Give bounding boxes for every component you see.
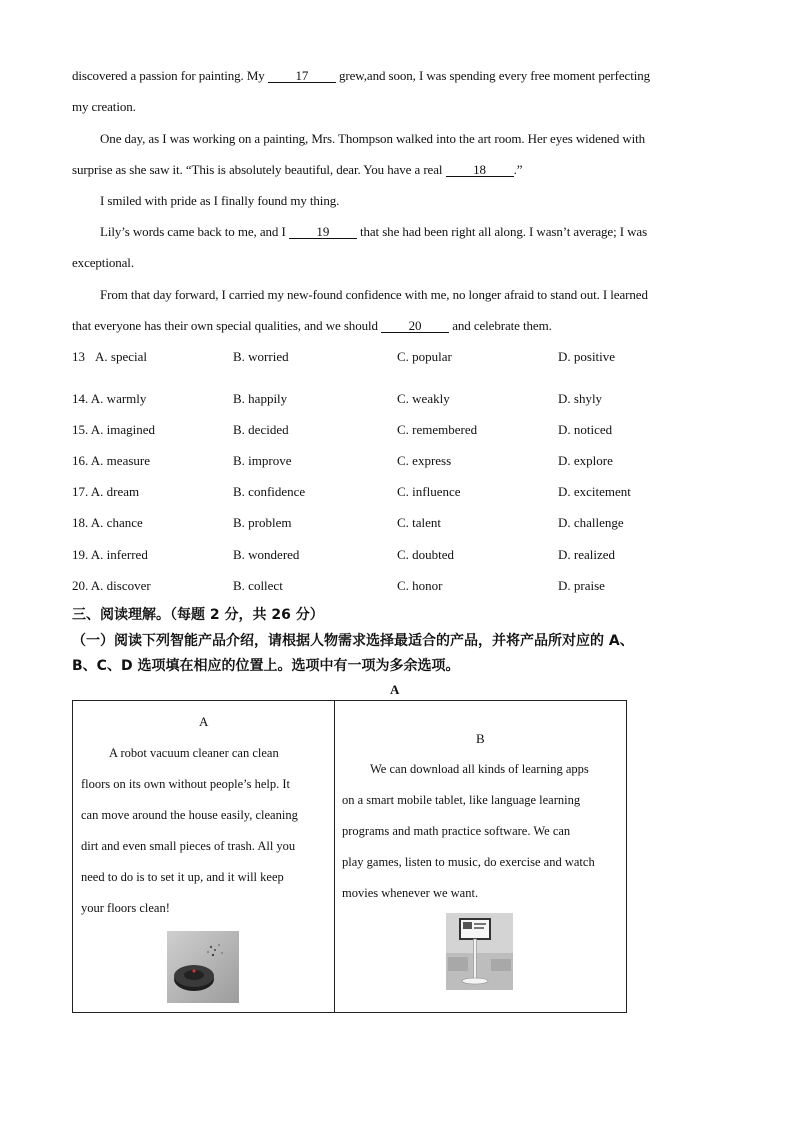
description-line: We can download all kinds of learning apps (370, 762, 589, 776)
option-b: B. confidence (233, 484, 306, 499)
option-d: D. explore (558, 453, 613, 468)
passage-text: surprise as she saw it. “This is absolutely beautiful, dear. You have a real (72, 162, 446, 177)
option-d: D. positive (558, 349, 616, 364)
option-b: B. decided (233, 422, 289, 437)
passage-line-7: exceptional. (72, 255, 134, 270)
option-c: C. influence (397, 484, 461, 499)
option-d: D. challenge (558, 515, 624, 530)
passage-text: that she had been right all along. I wasn’t average; I was (356, 224, 648, 239)
option-b: B. improve (233, 453, 292, 468)
passage-line-1 (72, 68, 650, 84)
option-a: 14. A. warmly (72, 391, 147, 406)
blank-19: 19 (289, 225, 357, 239)
passage-text: and celebrate them. (449, 318, 552, 333)
option-b: B. collect (233, 578, 283, 593)
passage-text: Lily’s words came back to me, and I (100, 224, 289, 239)
option-d: D. shyly (558, 391, 603, 406)
option-c: C. honor (397, 578, 443, 593)
option-c: C. remembered (397, 422, 478, 437)
description-line: dirt and even small pieces of trash. All you (81, 839, 296, 853)
product-description-a (81, 738, 326, 924)
section-instructions-2: B、C、D 选项填在相应的位置上。选项中有一项为多余选项。 (72, 658, 460, 674)
passage-line-4 (72, 162, 522, 178)
description-line: can move around the house easily, cleaning (81, 808, 298, 822)
option-b: B. happily (233, 391, 288, 406)
robot-vacuum-image (167, 931, 239, 1003)
option-b: B. wondered (233, 547, 300, 562)
product-label-a: A (199, 714, 209, 729)
option-a: 17. A. dream (72, 484, 140, 499)
passage-text: discovered a passion for painting. My (72, 68, 268, 83)
passage-line-2: my creation. (72, 99, 136, 114)
option-d: D. realized (558, 547, 616, 562)
passage-line-9 (72, 318, 552, 334)
blank-17: 17 (268, 69, 336, 83)
product-table (72, 700, 627, 1013)
blank-18: 18 (446, 163, 514, 177)
description-line: programs and math practice software. We can (342, 824, 571, 838)
table-title: A (390, 682, 400, 697)
passage-text: grew,and soon, I was spending every free moment perfecting (335, 68, 651, 83)
tablet-stand-image (446, 913, 513, 990)
option-d: D. praise (558, 578, 605, 593)
option-b: B. problem (233, 515, 292, 530)
product-cell-b (335, 701, 627, 1013)
option-d: D. noticed (558, 422, 613, 437)
option-a: 20. A. discover (72, 578, 151, 593)
description-line: A robot vacuum cleaner can clean (109, 746, 279, 760)
option-a: A. special (95, 349, 147, 364)
description-line: your floors clean! (81, 901, 170, 915)
option-d: D. excitement (558, 484, 631, 499)
description-line: play games, listen to music, do exercise and watch (342, 855, 595, 869)
option-a: 18. A. chance (72, 515, 143, 530)
option-c: C. talent (397, 515, 442, 530)
section-title: 三、阅读理解。（每题 2 分，共 26 分） (72, 607, 324, 623)
option-c: C. weakly (397, 391, 450, 406)
blank-20: 20 (381, 319, 449, 333)
description-line: need to do is to set it up, and it will keep (81, 870, 284, 884)
option-c: C. express (397, 453, 452, 468)
passage-text: .” (513, 162, 523, 177)
product-cell-a (73, 701, 335, 1013)
option-c: C. doubted (397, 547, 455, 562)
passage-text: that everyone has their own special qualities, and we should (72, 318, 382, 333)
question-number: 13 (72, 349, 85, 364)
section-instructions-1: （一）阅读下列智能产品介绍，请根据人物需求选择最适合的产品，并将产品所对应的 A、 (72, 633, 634, 649)
option-a: 19. A. inferred (72, 547, 148, 562)
passage-line-5: I smiled with pride as I finally found my thing. (100, 193, 340, 208)
passage-line-3: One day, as I was working on a painting, Mrs. Thompson walked into the art room. Her eyes widened with (100, 131, 646, 146)
description-line: floors on its own without people’s help. It (81, 777, 291, 791)
passage-line-8: From that day forward, I carried my new-found confidence with me, no longer afraid to stand out. I learned (100, 287, 648, 302)
option-a: 16. A. measure (72, 453, 150, 468)
product-description-b (342, 754, 620, 909)
product-label-b: B (476, 731, 485, 746)
option-c: C. popular (397, 349, 452, 364)
option-a: 15. A. imagined (72, 422, 156, 437)
description-line: on a smart mobile tablet, like language learning (342, 793, 581, 807)
passage-line-6 (100, 224, 647, 240)
description-line: movies whenever we want. (342, 886, 479, 900)
option-b: B. worried (233, 349, 289, 364)
